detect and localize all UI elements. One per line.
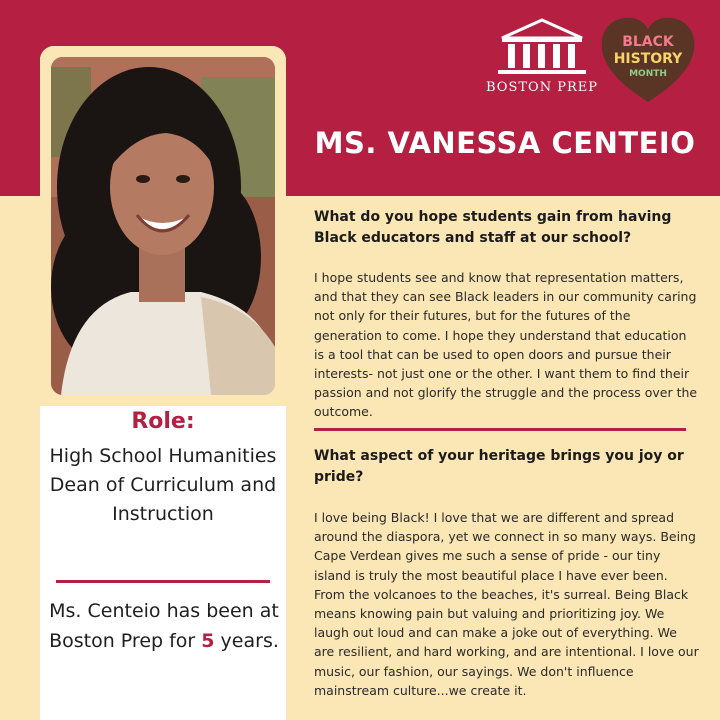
qa-section-2 [314, 446, 700, 700]
question-1: What do you hope students gain from having Black educators and staff at our school? [314, 209, 672, 246]
question-2: What aspect of your heritage brings you joy or pride? [314, 448, 684, 485]
role-block [40, 408, 286, 529]
building-columns-icon [486, 18, 598, 78]
portrait-photo [51, 57, 275, 395]
role-label: Role: [131, 409, 195, 434]
role-text: High School Humanities Dean of Curriculum and Instruction [49, 445, 277, 525]
page-title: MS. VANESSA CENTEIO [314, 126, 696, 160]
tenure-years: 5 [201, 630, 215, 652]
tenure-suffix: years. [214, 630, 279, 652]
card-divider [56, 580, 270, 583]
school-logo [486, 18, 598, 98]
school-name: BOSTON PREP [486, 80, 598, 95]
portrait-illustration [51, 57, 275, 395]
badge-line-3: MONTH [629, 69, 667, 79]
tenure-prefix: Ms. Centeio has been at Boston Prep for [49, 600, 279, 652]
tenure-text [46, 596, 282, 656]
answer-1: I hope students see and know that representation matters, and that they can see Black leaders in our community caring not only for their futures, but for the futures of the generation to come. I hope they understand that education is a tool that can be used to open doors and pursue their interests- not just one or the other. I want them to find their passion and not glorify the struggle and the process over the outcome. [314, 270, 698, 420]
badge-line-1: BLACK [622, 34, 674, 50]
badge-line-2: HISTORY [613, 51, 683, 67]
qa-section-1 [314, 207, 700, 422]
section-divider [314, 428, 686, 431]
heart-badge-icon [598, 14, 698, 106]
answer-2: I love being Black! I love that we are different and spread around the diaspora, yet we connect in so many ways. Being Cape Verdean gives me such a sense of pride - our tiny island is truly the most beautiful place I have ever been. From the volcanoes to the beaches, it's surreal. Being Black means knowing pain but valuing and prioritizing joy. We laugh out loud and can make a joke out of everything. We are resilient, and hard working, and are intentional. I love our music, our fashion, our sayings. We don't influence mainstream culture...we create it. [314, 510, 699, 698]
